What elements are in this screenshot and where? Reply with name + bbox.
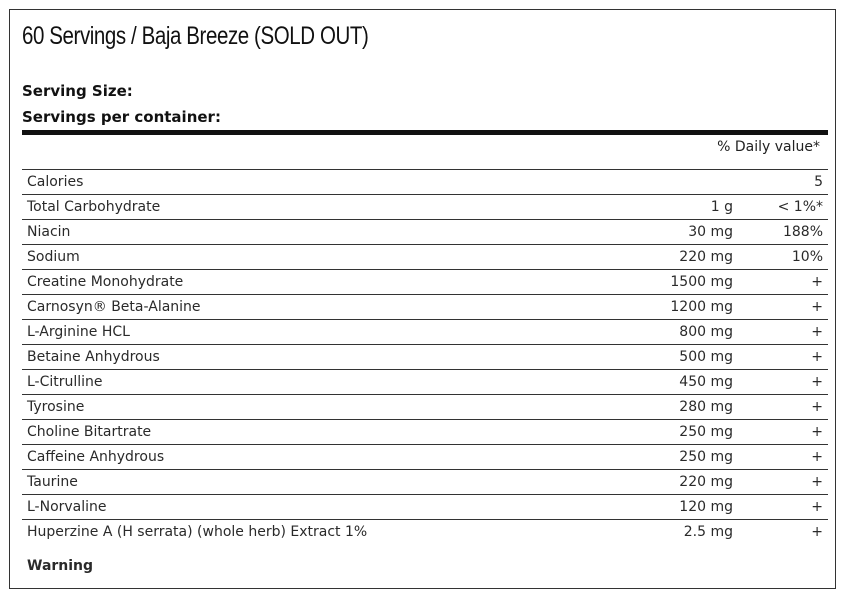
row-amount: 250 mg: [679, 449, 733, 465]
row-amount: 800 mg: [679, 324, 733, 340]
row-daily-value: < 1%*: [777, 199, 823, 215]
row-name: L-Norvaline: [27, 499, 107, 515]
row-daily-value: +: [811, 324, 823, 340]
product-title: 60 Servings / Baja Breeze (SOLD OUT): [22, 22, 369, 50]
table-row: [22, 470, 828, 495]
row-amount: 1200 mg: [670, 299, 733, 315]
table-row: [22, 520, 828, 544]
row-daily-value: +: [811, 349, 823, 365]
table-row: [22, 445, 828, 470]
row-amount: 500 mg: [679, 349, 733, 365]
table-row: [22, 370, 828, 395]
row-amount: 220 mg: [679, 474, 733, 490]
warning-label: Warning: [27, 558, 94, 574]
row-daily-value: 188%: [782, 224, 823, 240]
row-amount: 1500 mg: [670, 274, 733, 290]
row-amount: 1 g: [710, 199, 733, 215]
row-amount: 2.5 mg: [683, 524, 733, 540]
row-name: Sodium: [27, 249, 80, 265]
daily-value-header: % Daily value*: [717, 139, 820, 155]
row-name: Niacin: [27, 224, 71, 240]
row-name: Choline Bitartrate: [27, 424, 152, 440]
table-row: [22, 270, 828, 295]
row-name: Tyrosine: [27, 399, 85, 415]
row-name: L-Arginine HCL: [27, 324, 130, 340]
row-amount: 120 mg: [679, 499, 733, 515]
row-daily-value: +: [811, 499, 823, 515]
row-name: Carnosyn® Beta-Alanine: [27, 299, 201, 315]
row-amount: 30 mg: [688, 224, 733, 240]
row-name: Total Carbohydrate: [27, 199, 161, 215]
row-amount: 250 mg: [679, 424, 733, 440]
row-name: Caffeine Anhydrous: [27, 449, 165, 465]
nutrition-facts-panel: [9, 9, 836, 589]
table-row: [22, 245, 828, 270]
row-daily-value: +: [811, 449, 823, 465]
header-divider: [22, 130, 828, 135]
table-row: [22, 495, 828, 520]
row-daily-value: +: [811, 474, 823, 490]
row-name: L-Citrulline: [27, 374, 103, 390]
table-row: [22, 320, 828, 345]
table-row: [22, 170, 828, 195]
row-daily-value: +: [811, 299, 823, 315]
table-row: [22, 295, 828, 320]
row-name: Calories: [27, 174, 84, 190]
row-daily-value: +: [811, 374, 823, 390]
row-daily-value: +: [811, 274, 823, 290]
row-daily-value: +: [811, 424, 823, 440]
servings-per-container-label: Servings per container:: [22, 108, 221, 126]
row-amount: 220 mg: [679, 249, 733, 265]
row-name: Huperzine A (H serrata) (whole herb) Extract 1%: [27, 524, 368, 540]
row-name: Taurine: [27, 474, 78, 490]
row-daily-value: +: [811, 399, 823, 415]
table-row: [22, 220, 828, 245]
row-amount: 280 mg: [679, 399, 733, 415]
table-row: [22, 395, 828, 420]
row-name: Creatine Monohydrate: [27, 274, 184, 290]
row-daily-value: +: [811, 524, 823, 540]
row-daily-value: 5: [814, 174, 823, 190]
row-daily-value: 10%: [791, 249, 823, 265]
table-row: [22, 345, 828, 370]
table-row: [22, 195, 828, 220]
row-amount: 450 mg: [679, 374, 733, 390]
serving-size-label: Serving Size:: [22, 82, 133, 100]
row-name: Betaine Anhydrous: [27, 349, 160, 365]
nutrition-table: [22, 139, 828, 544]
table-row: [22, 420, 828, 445]
